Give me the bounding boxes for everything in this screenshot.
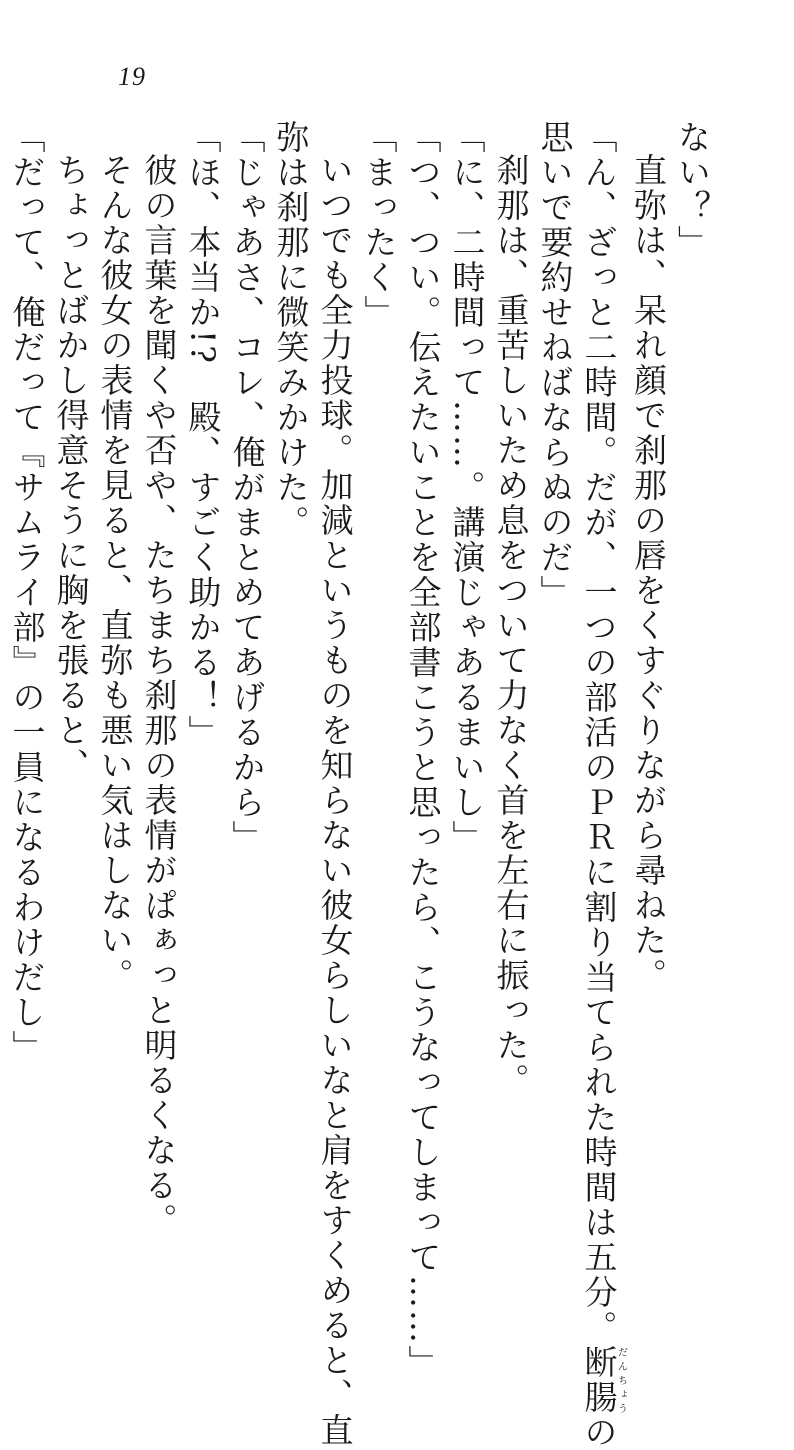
text-line: ちょっとばかし得意そうに胸を張ると、: [51, 153, 91, 783]
text-line: 「だって、俺だって『サムライ部』の一員になるわけだし」: [7, 120, 47, 1065]
text-line: 「まったく」: [359, 120, 399, 330]
text-line: いつでも全力投球。加減というものを知らない彼女らしいなと肩をすくめると、直: [315, 153, 355, 1448]
text-segment-tail: の: [579, 1415, 619, 1450]
text-line: 「ほ、本当か!? 殿、すごく助かる！」: [183, 120, 223, 750]
text-line: 弥は刹那に微笑みかけた。: [271, 120, 311, 540]
ruby-annotation: [579, 1345, 627, 1415]
ruby-reading: だんちょう: [615, 1345, 627, 1415]
text-line: ない？」: [673, 120, 712, 260]
text-line: 思いで要約せねばならぬのだ」: [535, 120, 575, 610]
ruby-base: 断腸: [579, 1345, 619, 1415]
text-line: 刹那は、重苦しいため息をついて力なく首を左右に振った。: [491, 153, 531, 1098]
text-segment: 「ん、ざっと二時間。だが、一つの部活のＰＲに割り当てられた時間は五分。: [579, 120, 619, 1345]
text-line: 「に、二時間って……。講演じゃあるまいし」: [447, 120, 487, 855]
text-line: 彼の言葉を聞くや否や、たちまち刹那の表情がぱぁっと明るくなる。: [139, 153, 179, 1238]
text-line: 「じゃあさ、コレ、俺がまとめてあげるから」: [227, 120, 267, 855]
novel-text-column: [5, 120, 715, 1450]
text-line: 「つ、つい。伝えたいことを全部書こうと思ったら、こうなってしまって……」: [403, 120, 443, 1380]
page-number: 19: [118, 62, 146, 91]
text-line-with-ruby: [577, 120, 627, 1450]
text-line: そんな彼女の表情を見ると、直弥も悪い気はしない。: [95, 153, 135, 993]
text-line: 直弥は、呆れ顔で刹那の唇をくすぐりながら尋ねた。: [629, 153, 668, 993]
